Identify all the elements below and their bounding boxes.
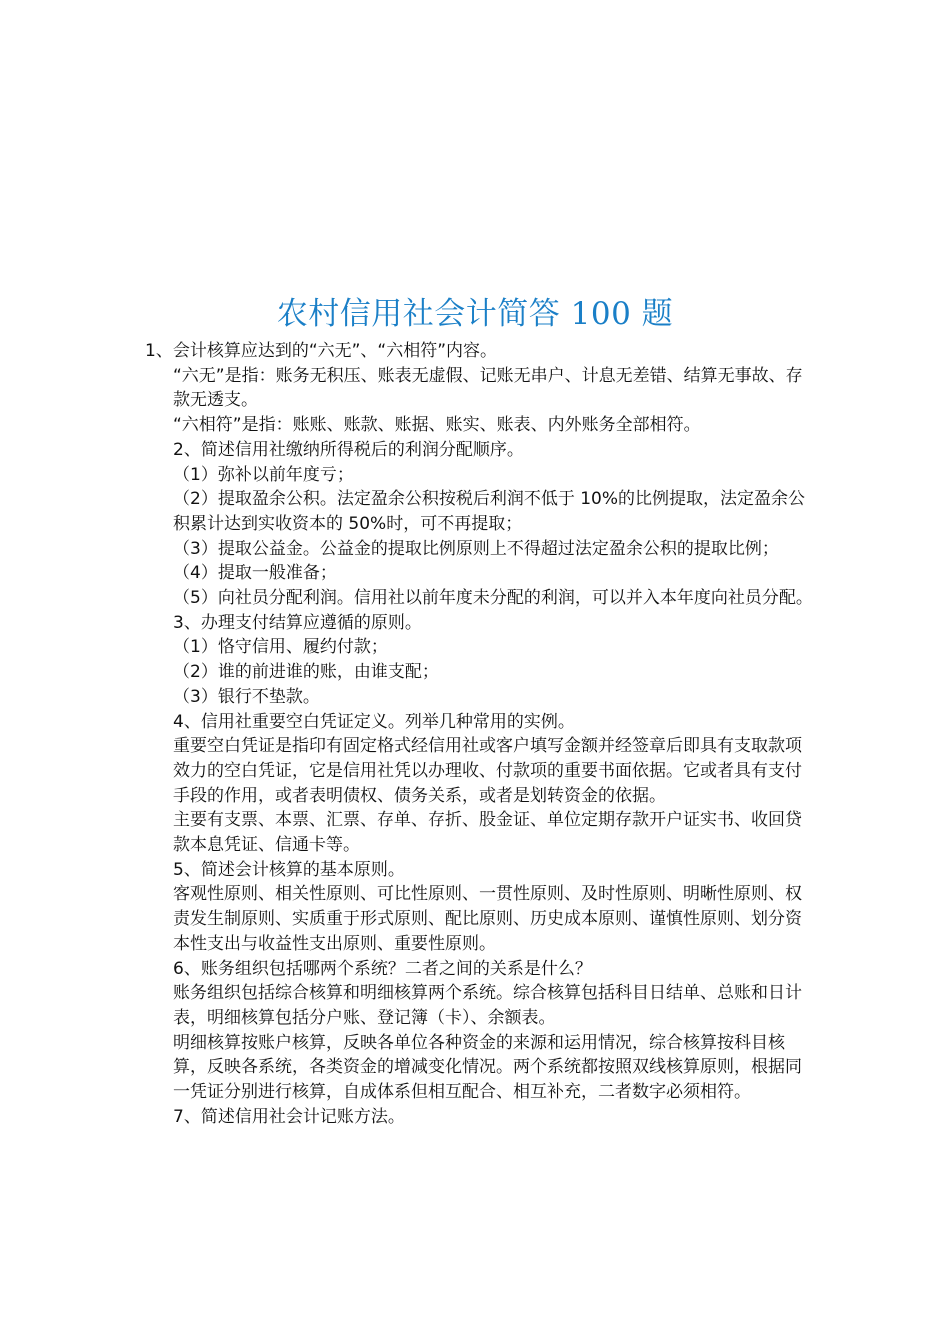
question-1: 1、会计核算应达到的“六无”、“六相符”内容。 [145,341,498,361]
list-item: （4）提取一般准备； [173,563,337,584]
list-item: （5）向社员分配利润。信用社以前年度未分配的利润，可以并入本年度向社员分配。 [173,588,813,609]
answer-paragraph: 主要有支票、本票、汇票、存单、存折、股金证、单位定期存款开户证实书、收回贷款本息凭证、信通卡等。 [173,810,802,856]
list-item: （1）恪守信用、履约付款； [173,637,388,658]
list-item: （1）弥补以前年度亏； [173,464,354,485]
answer-paragraph: “六相符”是指：账账、账款、账据、账实、账表、内外账务全部相符。 [173,415,701,436]
answer-paragraph: 明细核算按账户核算，反映各单位各种资金的来源和运用情况，综合核算按科目核算，反映各系统，各类资金的增减变化情况。两个系统都按照双线核算原则，根据同一凭证分别进行核算，自成体系但相互配合、相互补充，二者数字必须相符。 [173,1032,802,1103]
document-body [145,339,813,1130]
question-7: 7、简述信用社会计记账方法。 [173,1106,405,1127]
answer-paragraph: 重要空白凭证是指印有固定格式经信用社或客户填写金额并经签章后即具有支取款项效力的空白凭证，它是信用社凭以办理收、付款项的重要书面依据。它或者具有支付手段的作用，或者表明债权、债务关系，或者是划转资金的依据。 [173,736,802,806]
answer-paragraph: 账务组织包括综合核算和明细核算两个系统。综合核算包括科目日结单、总账和日计表，明细核算包括分户账、登记簿（卡）、余额表。 [173,983,802,1028]
question-2: 2、简述信用社缴纳所得税后的利润分配顺序。 [173,439,524,460]
document-title: 农村信用社会计简答 100 题 [276,296,674,332]
list-item: （3）银行不垫款。 [173,686,320,707]
question-5: 5、简述会计核算的基本原则。 [173,859,405,880]
list-item: （3）提取公益金。公益金的提取比例原则上不得超过法定盈余公积的提取比例； [173,538,779,559]
list-item: （2）谁的前进谁的账，由谁支配； [173,662,439,683]
answer-paragraph: “六无”是指：账务无积压、账表无虚假、记账无串户、计息无差错、结算无事故、存款无透支。 [173,365,803,411]
question-4: 4、信用社重要空白凭证定义。列举几种常用的实例。 [173,711,575,732]
question-6: 6、账务组织包括哪两个系统？二者之间的关系是什么？ [173,958,592,979]
list-item: （2）提取盈余公积。法定盈余公积按税后利润不低于 10%的比例提取，法定盈余公积累计达到实收资本的 50%时，可不再提取； [173,489,806,534]
answer-paragraph: 客观性原则、相关性原则、可比性原则、一贯性原则、及时性原则、明晰性原则、权责发生制原则、实质重于形式原则、配比原则、历史成本原则、谨慎性原则、划分资本性支出与收益性支出原则、重要性原则。 [173,884,802,954]
question-3: 3、办理支付结算应遵循的原则。 [173,612,422,633]
